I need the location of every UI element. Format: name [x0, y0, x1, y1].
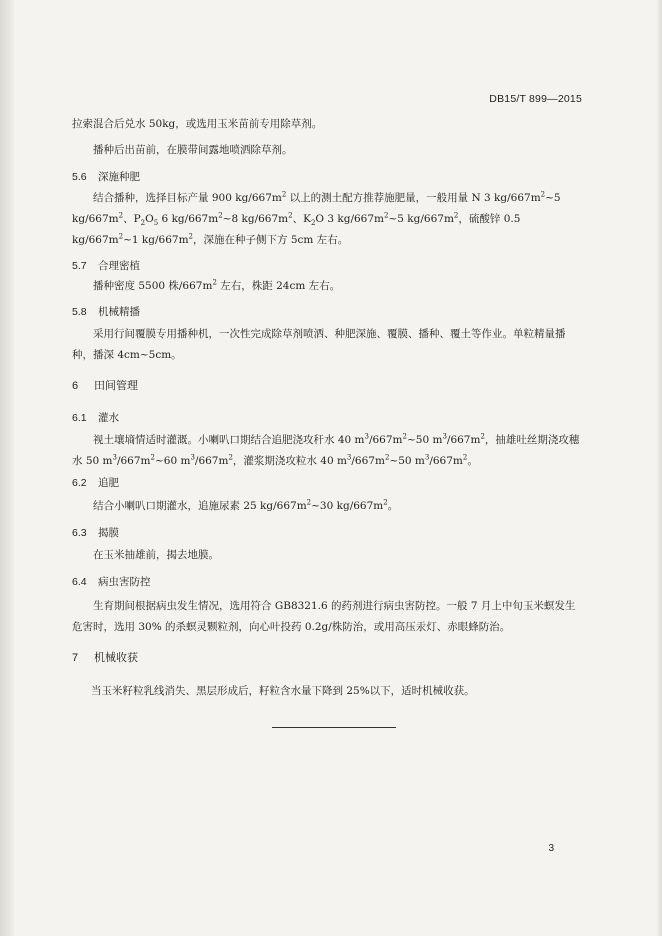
section-title: 机械精播 [98, 306, 140, 318]
paragraph-6-3: 在玉米抽雄前，揭去地膜。 [93, 549, 219, 561]
section-title: 深施种肥 [98, 171, 140, 183]
heading-5-6 [72, 169, 140, 184]
section-number: 5.8 [72, 306, 87, 318]
heading-7 [72, 649, 138, 665]
paragraph-5-6: 结合播种，选择目标产量 900 $kg/667m^2$ 以上的测土配方推荐施肥量，一般用量 N 3 $kg/667m^2\sim 5$ $kg/667m^2$、$P_2O_5$ 6 $kg/667m^2\sim 8$ $kg/667m^2$、$K_2O$ 3 $kg/667m^2\sim 5$ $kg/667m^2$，硫酸锌 0.5 $kg/667m^2\sim 1$ $kg/667m^2$，深施在种子侧下方 5cm 左右。 [72, 190, 561, 246]
paragraph-5-7: 播种密度 5500 株$/667m^2$ 左右，株距 24cm 左右。 [93, 278, 341, 292]
section-title: 揭膜 [98, 527, 119, 539]
section-number: 7 [72, 652, 79, 664]
heading-5-7 [72, 258, 140, 273]
section-title: 病虫害防控 [98, 576, 151, 588]
section-number: 6.1 [72, 412, 87, 424]
heading-6-3 [72, 525, 119, 540]
section-title: 灌水 [98, 412, 119, 424]
section-number: 5.7 [72, 260, 87, 272]
heading-6 [72, 377, 138, 393]
section-number: 6 [72, 380, 79, 392]
section-title: 追肥 [98, 477, 119, 489]
section-number: 6.4 [72, 576, 87, 588]
section-number: 5.6 [72, 171, 87, 183]
paragraph-7: 当玉米籽粒乳线消失、黑层形成后，籽粒含水量下降到 25%以下，适时机械收获。 [91, 685, 475, 697]
heading-5-8 [72, 304, 140, 319]
heading-6-2 [72, 475, 119, 490]
paragraph-continued: 拉索混合后兑水 50kg，或选用玉米苗前专用除草剂。 [72, 118, 323, 130]
heading-6-1 [72, 410, 119, 425]
end-rule [272, 727, 396, 728]
scan-shadow-left [0, 0, 14, 936]
paragraph-5-8: 采用行间覆膜专用播种机，一次性完成除草剂喷洒、种肥深施、覆膜、播种、覆土等作业。单粒精量播种，播深 4cm~5cm。 [72, 328, 566, 361]
standard-code: DB15/T 899—2015 [489, 93, 582, 105]
section-title: 机械收获 [94, 652, 138, 664]
paragraph-6-4: 生育期间根据病虫发生情况，选用符合 GB8321.6 的药剂进行病虫害防控。一般 7 月上中旬玉米螟发生危害时，选用 30% 的杀螟灵颗粒剂，向心叶投药 0.2g/株防治，或用高压汞灯、赤眼蜂防治。 [72, 600, 576, 633]
paragraph-herbicide: 播种后出苗前，在膜带间露地喷洒除草剂。 [93, 144, 293, 156]
paragraph-6-2: 结合小喇叭口期灌水，追施尿素 25 $kg/667m^2\sim 30$ $kg/667m^2$。 [93, 498, 399, 512]
heading-6-4 [72, 574, 151, 589]
page-number: 3 [548, 843, 554, 854]
section-title: 田间管理 [94, 380, 138, 392]
section-title: 合理密植 [98, 260, 140, 272]
paragraph-6-1: 视土壤墒情适时灌溉。小喇叭口期结合追肥浇攻秆水 40 $m^3/667m^2\sim 50$ $m^3/667m^2$，抽雄吐丝期浇攻穗水 50 $m^3/667m^2\sim 60$ $m^3/667m^2$，灌浆期浇攻粒水 40 $m^3/667m^2\sim 50$ $m^3/667m^2$。 [72, 432, 580, 467]
section-number: 6.2 [72, 477, 87, 489]
section-number: 6.3 [72, 527, 87, 539]
scan-shadow-right [656, 0, 662, 936]
